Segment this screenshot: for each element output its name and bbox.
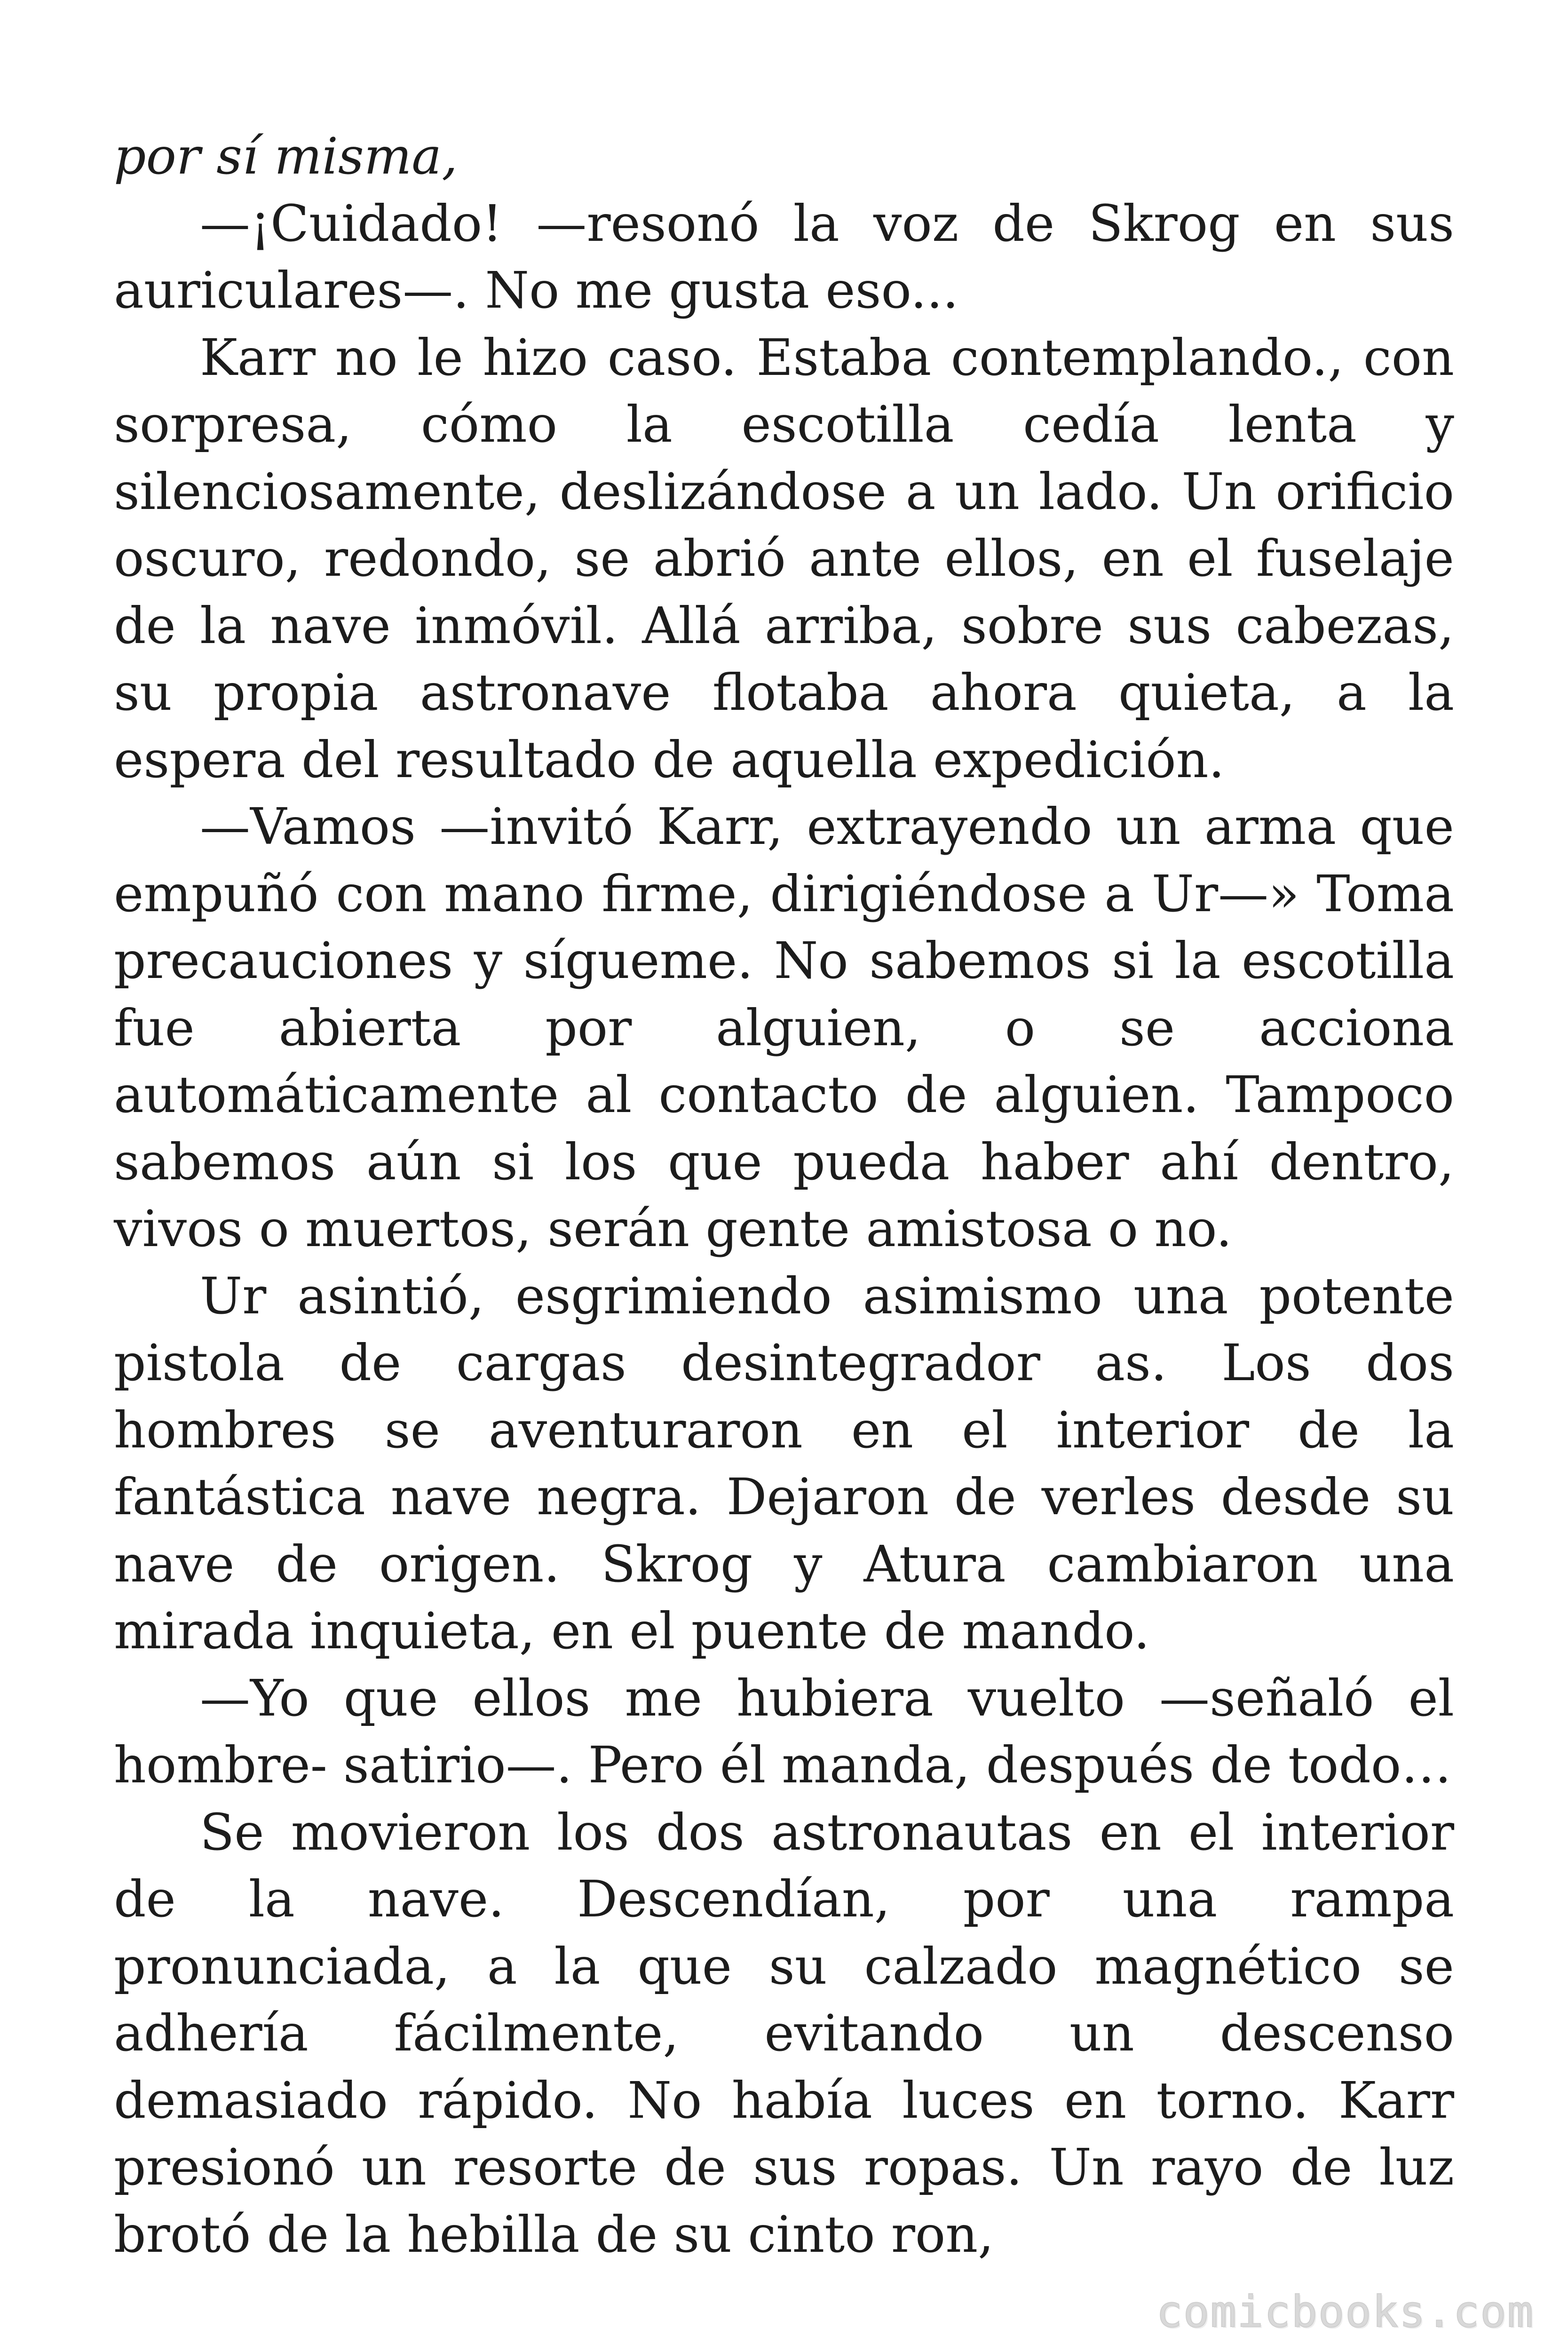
- paragraph-1: por sí misma,: [114, 127, 458, 186]
- body-text: [114, 123, 1454, 2268]
- paragraph-6: —Yo que ellos me hubiera vuelto —señaló el hombre- satirio—. Pero él manda, después de todo…: [114, 1669, 1454, 1795]
- paragraph-3: Karr no le hizo caso. Estaba contemplando., con sorpresa, cómo la escotilla cedía lenta y silenciosamente, deslizándose a un lado. Un orificio oscuro, redondo, se abrió ante ellos, en el fuselaje de la nave inmóvil. Allá arriba, sobre sus cabezas, su propia astronave flotaba ahora quieta, a la espera del resultado de aquella expedición.: [114, 328, 1454, 789]
- watermark: comicbooks.com: [1156, 2287, 1534, 2337]
- paragraph-7: Se movieron los dos astronautas en el interior de la nave. Descendían, por una rampa pronunciada, a la que su calzado magnético se adhería fácilmente, evitando un descenso demasiado rápido. No había luces en torno. Karr presionó un resorte de sus ropas. Un rayo de luz brotó de la hebilla de su cinto ron,: [114, 1803, 1454, 2264]
- paragraph-2: —¡Cuidado! —resonó la voz de Skrog en sus auriculares—. No me gusta eso...: [114, 194, 1454, 320]
- paragraph-5: Ur asintió, esgrimiendo asimismo una potente pistola de cargas desintegrador as. Los dos hombres se aventuraron en el interior de la fantástica nave negra. Dejaron de verles desde su nave de origen. Skrog y Atura cambiaron una mirada inquieta, en el puente de mando.: [114, 1267, 1454, 1661]
- paragraph-4: —Vamos —invitó Karr, extrayendo un arma que empuñó con mano firme, dirigiéndose a Ur—» Toma precauciones y sígueme. No sabemos si la escotilla fue abierta por alguien, o se acciona automáticamente al contacto de alguien. Tampoco sabemos aún si los que pueda haber ahí dentro, vivos o muertos, serán gente amistosa o no.: [114, 798, 1454, 1258]
